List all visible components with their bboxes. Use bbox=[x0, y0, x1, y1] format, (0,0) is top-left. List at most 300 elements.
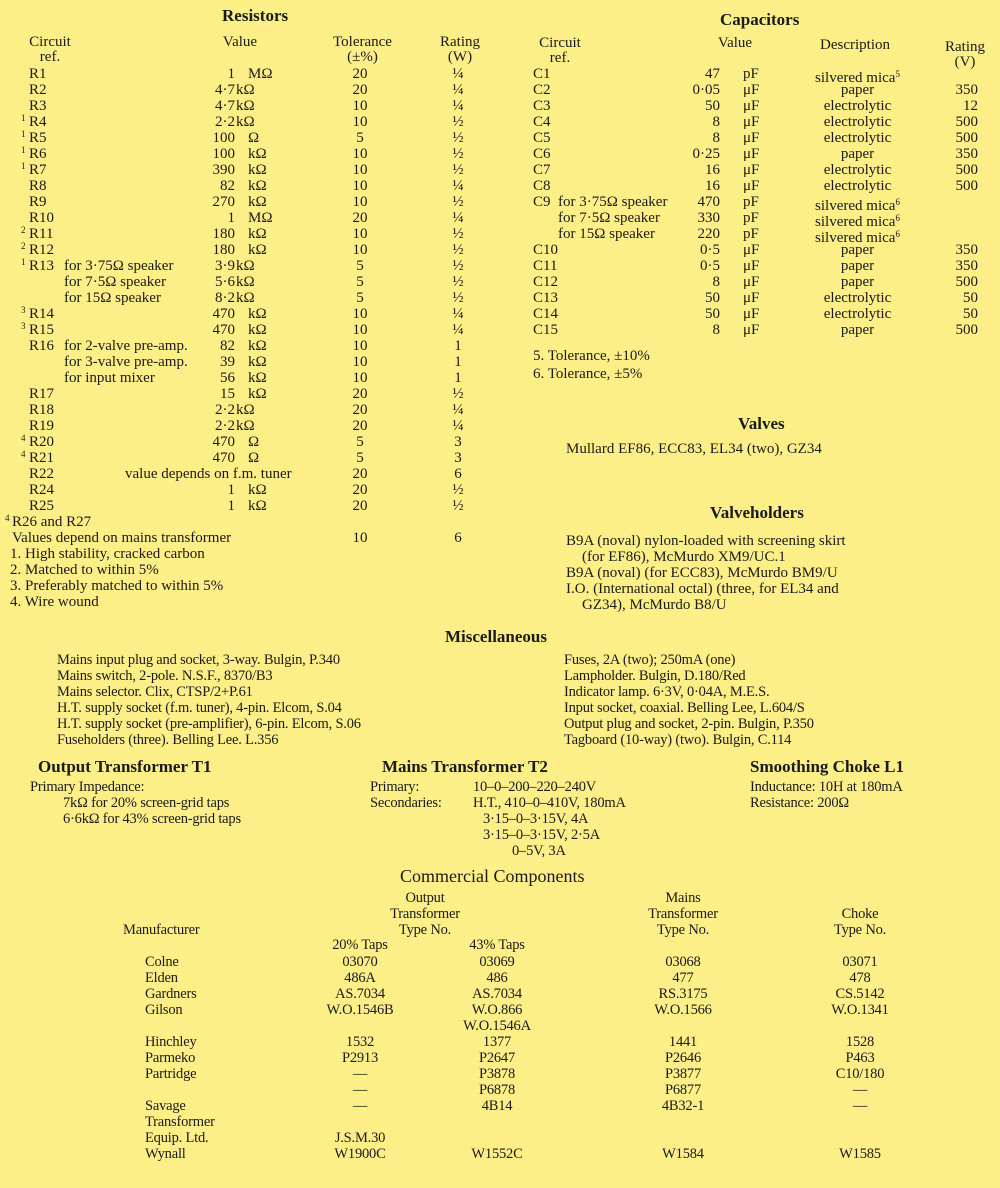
commercial-header-20: 20% Taps bbox=[332, 937, 388, 953]
capacitor-description: for 15Ω speaker bbox=[558, 226, 655, 242]
resistor-ref: R2 bbox=[29, 82, 47, 98]
mains-secondary: 0–5V, 3A bbox=[512, 843, 566, 859]
resistor-unit: kΩ bbox=[248, 306, 267, 322]
resistor-tolerance: 10 bbox=[352, 306, 368, 322]
type-number: 1528 bbox=[845, 1034, 875, 1050]
type-number: W.O.1341 bbox=[831, 1002, 889, 1018]
capacitor-type-label: silvered mica bbox=[815, 70, 896, 86]
resistor-tolerance: 5 bbox=[356, 258, 364, 274]
resistor-value: 1 bbox=[227, 498, 235, 514]
resistor-ref: R25 bbox=[29, 498, 55, 514]
resistor-tolerance: 5 bbox=[356, 290, 364, 306]
commercial-header-output: Output Transformer Type No. bbox=[390, 890, 460, 938]
type-number: 478 bbox=[849, 970, 871, 986]
valveholder-line: I.O. (International octal) (three, for EL34 and bbox=[566, 581, 839, 597]
valveholder-line: (for EF86), McMurdo XM9/UC.1 bbox=[582, 549, 786, 565]
type-number: W.O.1566 bbox=[654, 1002, 712, 1018]
commercial-header-choke: Choke Type No. bbox=[833, 906, 887, 938]
footnote: 3. Preferably matched to within 5% bbox=[10, 578, 224, 594]
capacitor-rating: 350 bbox=[955, 242, 978, 258]
capacitor-rating: 500 bbox=[955, 274, 978, 290]
output-transformer-line: 6·6kΩ for 43% screen-grid taps bbox=[63, 811, 241, 827]
capacitor-type bbox=[795, 306, 920, 322]
resistor-ref: R22 bbox=[29, 466, 55, 482]
table-row bbox=[0, 1066, 1000, 1082]
manufacturer-name: Parmeko bbox=[145, 1050, 196, 1066]
resistor-unit: kΩ bbox=[236, 98, 255, 114]
capacitor-type-label: silvered mica bbox=[815, 198, 896, 214]
type-number: 1441 bbox=[668, 1034, 698, 1050]
capacitor-value: 470 bbox=[697, 194, 720, 210]
type-number: 486 bbox=[486, 970, 508, 986]
resistor-value: 100 bbox=[212, 146, 235, 162]
type-number: 1532 bbox=[345, 1034, 375, 1050]
misc-title: Miscellaneous bbox=[445, 627, 547, 646]
resistor-rating: ½ bbox=[452, 242, 464, 258]
type-number: P463 bbox=[845, 1050, 875, 1066]
resistor-tolerance: 10 bbox=[352, 146, 368, 162]
resistor-tolerance: 10 bbox=[352, 226, 368, 242]
resistor-tolerance: 20 bbox=[352, 402, 368, 418]
manufacturer-name: Wynall bbox=[145, 1146, 186, 1162]
resistor-tolerance: 10 bbox=[352, 530, 368, 546]
capacitor-unit: μF bbox=[743, 242, 760, 258]
misc-item: H.T. supply socket (pre-amplifier), 6-pin. Elcom, S.06 bbox=[57, 716, 361, 732]
capacitor-unit: μF bbox=[743, 162, 760, 178]
capacitor-type bbox=[795, 322, 920, 338]
capacitor-ref: C13 bbox=[533, 290, 559, 306]
misc-item: H.T. supply socket (f.m. tuner), 4-pin. Elcom, S.04 bbox=[57, 700, 342, 716]
resistor-value: 1 bbox=[227, 66, 235, 82]
capacitor-type bbox=[795, 130, 920, 146]
footnote-marker: 4 bbox=[5, 513, 10, 523]
table-row bbox=[0, 652, 1000, 668]
type-number: 486A bbox=[344, 970, 376, 986]
resistor-rating: ½ bbox=[452, 162, 464, 178]
resistor-rating: 6 bbox=[454, 466, 462, 482]
resistor-ref: R4 bbox=[29, 114, 47, 130]
capacitor-type bbox=[795, 114, 920, 130]
resistor-tolerance: 20 bbox=[352, 386, 368, 402]
capacitor-type-label: silvered mica bbox=[815, 230, 896, 246]
capacitor-unit: μF bbox=[743, 274, 760, 290]
type-number: 477 bbox=[672, 970, 694, 986]
type-number: — bbox=[352, 1066, 368, 1082]
table-row bbox=[0, 322, 1000, 338]
capacitor-type bbox=[795, 98, 920, 114]
table-row bbox=[0, 1050, 1000, 1066]
type-number: P6878 bbox=[478, 1082, 516, 1098]
commercial-header-mains: Mains Transformer Type No. bbox=[648, 890, 718, 938]
capacitor-unit: pF bbox=[743, 226, 759, 242]
table-row bbox=[0, 66, 1000, 86]
capacitor-type-label: electrolytic bbox=[823, 130, 892, 146]
footnote-marker: 3 bbox=[21, 305, 26, 315]
choke-title: Smoothing Choke L1 bbox=[750, 757, 904, 776]
choke-line: Inductance: 10H at 180mA bbox=[750, 779, 903, 795]
table-row bbox=[0, 306, 1000, 322]
capacitor-unit: pF bbox=[743, 194, 759, 210]
resistor-ref: R8 bbox=[29, 178, 47, 194]
footnote: 2. Matched to within 5% bbox=[10, 562, 159, 578]
capacitor-ref: C7 bbox=[533, 162, 551, 178]
resistor-ref: R16 bbox=[29, 338, 55, 354]
type-number: RS.3175 bbox=[658, 986, 708, 1002]
capacitor-ref: C12 bbox=[533, 274, 559, 290]
resistor-value-note: Values depend on mains transformer bbox=[12, 530, 232, 546]
capacitor-value: 47 bbox=[705, 66, 720, 82]
resistor-value: 470 bbox=[212, 322, 235, 338]
capacitor-value: 8 bbox=[712, 274, 720, 290]
table-row bbox=[0, 565, 1000, 581]
resistor-ref: R11 bbox=[29, 226, 54, 242]
resistor-rating: 6 bbox=[454, 530, 462, 546]
resistor-value: 1 bbox=[227, 482, 235, 498]
output-transformer-label: Primary Impedance: bbox=[30, 779, 145, 795]
resistor-value: 2·2 bbox=[215, 114, 235, 130]
resistor-unit: kΩ bbox=[248, 178, 267, 194]
type-number: AS.7034 bbox=[335, 986, 385, 1002]
type-number: — bbox=[352, 1082, 368, 1098]
capacitor-value: 220 bbox=[697, 226, 720, 242]
resistor-value: 15 bbox=[220, 386, 235, 402]
table-row bbox=[0, 700, 1000, 716]
capacitor-unit: μF bbox=[743, 114, 760, 130]
resistor-ref: R7 bbox=[29, 162, 47, 178]
capacitor-unit: μF bbox=[743, 98, 760, 114]
type-number: 03071 bbox=[842, 954, 878, 970]
table-row bbox=[0, 1098, 1000, 1114]
footnote-marker: 1 bbox=[21, 161, 26, 171]
capacitor-ref: C4 bbox=[533, 114, 551, 130]
resistors-header-ref: Circuit ref. bbox=[29, 34, 71, 65]
capacitors-header-rating: Rating (V) bbox=[945, 39, 985, 70]
capacitor-type bbox=[795, 290, 920, 306]
resistor-rating: 3 bbox=[454, 434, 462, 450]
capacitor-value: 0·05 bbox=[692, 82, 720, 98]
type-number: P2647 bbox=[478, 1050, 516, 1066]
capacitor-type-label: electrolytic bbox=[823, 178, 892, 194]
capacitor-value: 50 bbox=[705, 306, 720, 322]
capacitor-type-label: paper bbox=[840, 82, 875, 98]
capacitor-rating: 50 bbox=[963, 290, 978, 306]
resistor-value: 39 bbox=[220, 354, 235, 370]
capacitor-unit: μF bbox=[743, 82, 760, 98]
capacitors-title: Capacitors bbox=[720, 10, 800, 29]
commercial-header-manufacturer: Manufacturer bbox=[123, 922, 200, 938]
footnote-marker: 6 bbox=[895, 213, 900, 223]
manufacturer-name: Equip. Ltd. bbox=[145, 1130, 209, 1146]
capacitor-unit: pF bbox=[743, 66, 759, 82]
misc-item: Mains switch, 2-pole. N.S.F., 8370/B3 bbox=[57, 668, 273, 684]
resistor-rating: ½ bbox=[452, 482, 464, 498]
resistor-tolerance: 10 bbox=[352, 338, 368, 354]
misc-item: Fuseholders (three). Belling Lee. L.356 bbox=[57, 732, 279, 748]
type-number: — bbox=[352, 1098, 368, 1114]
resistor-value: 8·2 bbox=[215, 290, 235, 306]
capacitor-type-label: paper bbox=[840, 274, 875, 290]
resistor-ref: R10 bbox=[29, 210, 55, 226]
commercial-title: Commercial Components bbox=[400, 866, 585, 886]
table-row bbox=[0, 684, 1000, 700]
resistor-rating: ¼ bbox=[452, 98, 464, 114]
resistor-tolerance: 5 bbox=[356, 450, 364, 466]
table-row bbox=[0, 226, 1000, 246]
type-number: W.O.1546B bbox=[326, 1002, 394, 1018]
resistor-tolerance: 20 bbox=[352, 66, 368, 82]
type-number: W1900C bbox=[334, 1146, 386, 1162]
resistor-value-note: value depends on f.m. tuner bbox=[125, 466, 292, 482]
table-row bbox=[0, 549, 1000, 565]
resistor-ref: R6 bbox=[29, 146, 47, 162]
resistor-value: 2·2 bbox=[215, 402, 235, 418]
valves-text: Mullard EF86, ECC83, EL34 (two), GZ34 bbox=[566, 441, 822, 457]
type-number: — bbox=[852, 1082, 868, 1098]
table-row bbox=[0, 716, 1000, 732]
resistor-value: 4·7 bbox=[215, 82, 235, 98]
table-row bbox=[0, 954, 1000, 970]
resistor-tolerance: 10 bbox=[352, 98, 368, 114]
table-row bbox=[0, 162, 1000, 178]
table-row bbox=[0, 418, 1000, 434]
table-row bbox=[0, 146, 1000, 162]
resistor-rating: ½ bbox=[452, 258, 464, 274]
capacitor-value: 8 bbox=[712, 114, 720, 130]
capacitor-rating: 500 bbox=[955, 130, 978, 146]
type-number: P3877 bbox=[664, 1066, 702, 1082]
capacitor-ref: C2 bbox=[533, 82, 551, 98]
resistor-unit: kΩ bbox=[236, 114, 255, 130]
mains-secondary: 3·15–0–3·15V, 4A bbox=[483, 811, 589, 827]
mains-transformer-title: Mains Transformer T2 bbox=[382, 757, 548, 776]
resistor-unit: kΩ bbox=[248, 242, 267, 258]
resistor-rating: ½ bbox=[452, 498, 464, 514]
resistor-tolerance: 10 bbox=[352, 178, 368, 194]
resistor-ref: R9 bbox=[29, 194, 47, 210]
footnote: 1. High stability, cracked carbon bbox=[10, 546, 205, 562]
misc-item: Output plug and socket, 2-pin. Bulgin, P.350 bbox=[564, 716, 814, 732]
table-row bbox=[0, 130, 1000, 146]
resistors-title: Resistors bbox=[222, 6, 289, 25]
resistor-description: for input mixer bbox=[64, 370, 155, 386]
footnote-marker: 5 bbox=[895, 69, 900, 79]
capacitor-rating: 500 bbox=[955, 322, 978, 338]
capacitor-rating: 350 bbox=[955, 258, 978, 274]
resistor-rating: ¼ bbox=[452, 82, 464, 98]
capacitor-description: for 3·75Ω speaker bbox=[558, 194, 668, 210]
resistor-ref: R24 bbox=[29, 482, 55, 498]
resistor-tolerance: 10 bbox=[352, 322, 368, 338]
valveholders-title: Valveholders bbox=[710, 503, 804, 522]
capacitor-type-label: paper bbox=[840, 322, 875, 338]
type-number: — bbox=[852, 1098, 868, 1114]
type-number: W1584 bbox=[662, 1146, 704, 1162]
table-row bbox=[0, 274, 1000, 290]
resistor-value: 82 bbox=[220, 178, 235, 194]
resistor-unit: kΩ bbox=[236, 274, 255, 290]
resistor-ref: R1 bbox=[29, 66, 47, 82]
resistor-tolerance: 5 bbox=[356, 130, 364, 146]
capacitor-description: for 7·5Ω speaker bbox=[558, 210, 660, 226]
resistor-rating: 1 bbox=[454, 354, 462, 370]
type-number: 03070 bbox=[342, 954, 378, 970]
manufacturer-name: Elden bbox=[145, 970, 178, 986]
resistor-unit: kΩ bbox=[236, 402, 255, 418]
mains-secondary: 3·15–0–3·15V, 2·5A bbox=[483, 827, 600, 843]
manufacturer-name: Transformer bbox=[145, 1114, 215, 1130]
capacitor-type bbox=[795, 162, 920, 178]
resistor-value: 470 bbox=[212, 434, 235, 450]
capacitor-type-label: electrolytic bbox=[823, 290, 892, 306]
type-number: 4B14 bbox=[481, 1098, 513, 1114]
resistor-rating: ½ bbox=[452, 114, 464, 130]
resistor-ref: R14 bbox=[29, 306, 55, 322]
capacitors-header-value: Value bbox=[717, 35, 753, 51]
resistor-tolerance: 10 bbox=[352, 354, 368, 370]
type-number: CS.5142 bbox=[835, 986, 885, 1002]
misc-item: Lampholder. Bulgin, D.180/Red bbox=[564, 668, 746, 684]
resistor-ref: R3 bbox=[29, 98, 47, 114]
resistor-rating: ¼ bbox=[452, 306, 464, 322]
resistor-tolerance: 10 bbox=[352, 162, 368, 178]
resistor-unit: kΩ bbox=[236, 82, 255, 98]
resistor-unit: kΩ bbox=[248, 354, 267, 370]
resistor-unit: kΩ bbox=[248, 194, 267, 210]
resistor-rating: ¼ bbox=[452, 210, 464, 226]
table-row bbox=[0, 1018, 1000, 1034]
resistor-value: 100 bbox=[212, 130, 235, 146]
capacitor-type-label: electrolytic bbox=[823, 114, 892, 130]
footnote-marker: 2 bbox=[21, 225, 26, 235]
type-number: 03069 bbox=[479, 954, 515, 970]
resistor-unit: kΩ bbox=[248, 338, 267, 354]
resistor-rating: ¼ bbox=[452, 66, 464, 82]
resistor-tolerance: 20 bbox=[352, 418, 368, 434]
type-number: W1585 bbox=[839, 1146, 881, 1162]
table-row bbox=[0, 986, 1000, 1002]
capacitor-unit: μF bbox=[743, 306, 760, 322]
resistor-ref: R12 bbox=[29, 242, 55, 258]
resistor-rating: 1 bbox=[454, 370, 462, 386]
type-number: 03068 bbox=[665, 954, 701, 970]
resistor-ref: R26 and R27 bbox=[12, 514, 92, 530]
output-transformer-line: 7kΩ for 20% screen-grid taps bbox=[63, 795, 230, 811]
resistor-description: for 15Ω speaker bbox=[64, 290, 161, 306]
resistors-header-value: Value bbox=[222, 34, 258, 50]
resistor-tolerance: 10 bbox=[352, 370, 368, 386]
footnote-marker: 1 bbox=[21, 129, 26, 139]
footnote-marker: 1 bbox=[21, 113, 26, 123]
resistor-unit: Ω bbox=[248, 130, 260, 146]
type-number: 4B32-1 bbox=[661, 1098, 705, 1114]
resistor-rating: ¼ bbox=[452, 178, 464, 194]
capacitor-value: 0·5 bbox=[700, 258, 720, 274]
resistor-rating: ½ bbox=[452, 194, 464, 210]
footnote-marker: 6 bbox=[895, 229, 900, 239]
valveholder-line: GZ34), McMurdo B8/U bbox=[582, 597, 727, 613]
footnote-marker: 3 bbox=[21, 321, 26, 331]
resistor-value: 470 bbox=[212, 450, 235, 466]
resistor-description: for 3·75Ω speaker bbox=[64, 258, 174, 274]
table-row bbox=[0, 482, 1000, 498]
table-row bbox=[0, 194, 1000, 214]
footnote-marker: 2 bbox=[21, 241, 26, 251]
footnote: 5. Tolerance, ±10% bbox=[533, 348, 650, 364]
mains-primary-label: Primary: bbox=[370, 779, 420, 795]
table-row bbox=[0, 178, 1000, 194]
output-transformer-title: Output Transformer T1 bbox=[38, 757, 212, 776]
valves-title: Valves bbox=[738, 414, 785, 433]
resistor-tolerance: 5 bbox=[356, 274, 364, 290]
table-row bbox=[0, 258, 1000, 274]
capacitors-header-description: Description bbox=[820, 37, 890, 53]
capacitor-value: 50 bbox=[705, 98, 720, 114]
table-row bbox=[0, 533, 1000, 549]
table-row bbox=[0, 1002, 1000, 1018]
footnote-marker: 4 bbox=[21, 449, 26, 459]
manufacturer-name: Gilson bbox=[145, 1002, 183, 1018]
manufacturer-name: Partridge bbox=[145, 1066, 197, 1082]
capacitor-rating: 500 bbox=[955, 162, 978, 178]
misc-item: Indicator lamp. 6·3V, 0·04A, M.E.S. bbox=[564, 684, 770, 700]
table-row bbox=[0, 114, 1000, 130]
resistor-tolerance: 5 bbox=[356, 434, 364, 450]
capacitor-rating: 500 bbox=[955, 114, 978, 130]
table-row bbox=[0, 668, 1000, 684]
resistor-ref: R20 bbox=[29, 434, 55, 450]
resistor-unit: MΩ bbox=[248, 66, 273, 82]
resistor-ref: R15 bbox=[29, 322, 55, 338]
mains-primary-value: 10–0–200–220–240V bbox=[473, 779, 597, 795]
resistor-description: for 3-valve pre-amp. bbox=[64, 354, 188, 370]
capacitor-ref: C11 bbox=[533, 258, 558, 274]
resistor-rating: ½ bbox=[452, 226, 464, 242]
resistors-header-rating: Rating (W) bbox=[440, 34, 480, 65]
resistor-value: 180 bbox=[212, 226, 235, 242]
capacitor-value: 8 bbox=[712, 130, 720, 146]
capacitor-unit: μF bbox=[743, 258, 760, 274]
valveholder-line: B9A (noval) (for ECC83), McMurdo BM9/U bbox=[566, 565, 838, 581]
resistor-tolerance: 10 bbox=[352, 242, 368, 258]
choke-line: Resistance: 200Ω bbox=[750, 795, 849, 811]
resistor-rating: 3 bbox=[454, 450, 462, 466]
table-row bbox=[0, 597, 1000, 613]
capacitor-type bbox=[795, 274, 920, 290]
resistor-rating: ¼ bbox=[452, 402, 464, 418]
manufacturer-name: Hinchley bbox=[145, 1034, 197, 1050]
capacitors-header-ref: Circuit ref. bbox=[539, 35, 581, 66]
misc-item: Tagboard (10-way) (two). Bulgin, C.114 bbox=[564, 732, 792, 748]
resistor-unit: kΩ bbox=[248, 162, 267, 178]
type-number: P3878 bbox=[478, 1066, 516, 1082]
table-row bbox=[0, 514, 1000, 530]
capacitor-ref: C6 bbox=[533, 146, 551, 162]
resistor-value: 4·7 bbox=[215, 98, 235, 114]
table-row bbox=[0, 348, 1000, 364]
resistor-ref: R18 bbox=[29, 402, 55, 418]
capacitor-ref: C5 bbox=[533, 130, 551, 146]
footnote: 6. Tolerance, ±5% bbox=[533, 366, 643, 382]
capacitor-unit: μF bbox=[743, 130, 760, 146]
manufacturer-name: Savage bbox=[145, 1098, 186, 1114]
capacitor-value: 16 bbox=[705, 162, 720, 178]
resistor-rating: ¼ bbox=[452, 322, 464, 338]
resistor-ref: R13 bbox=[29, 258, 55, 274]
capacitor-type bbox=[795, 82, 920, 98]
valveholder-line: B9A (noval) nylon-loaded with screening skirt bbox=[566, 533, 846, 549]
capacitor-type-label: electrolytic bbox=[823, 98, 892, 114]
type-number: P2913 bbox=[341, 1050, 379, 1066]
